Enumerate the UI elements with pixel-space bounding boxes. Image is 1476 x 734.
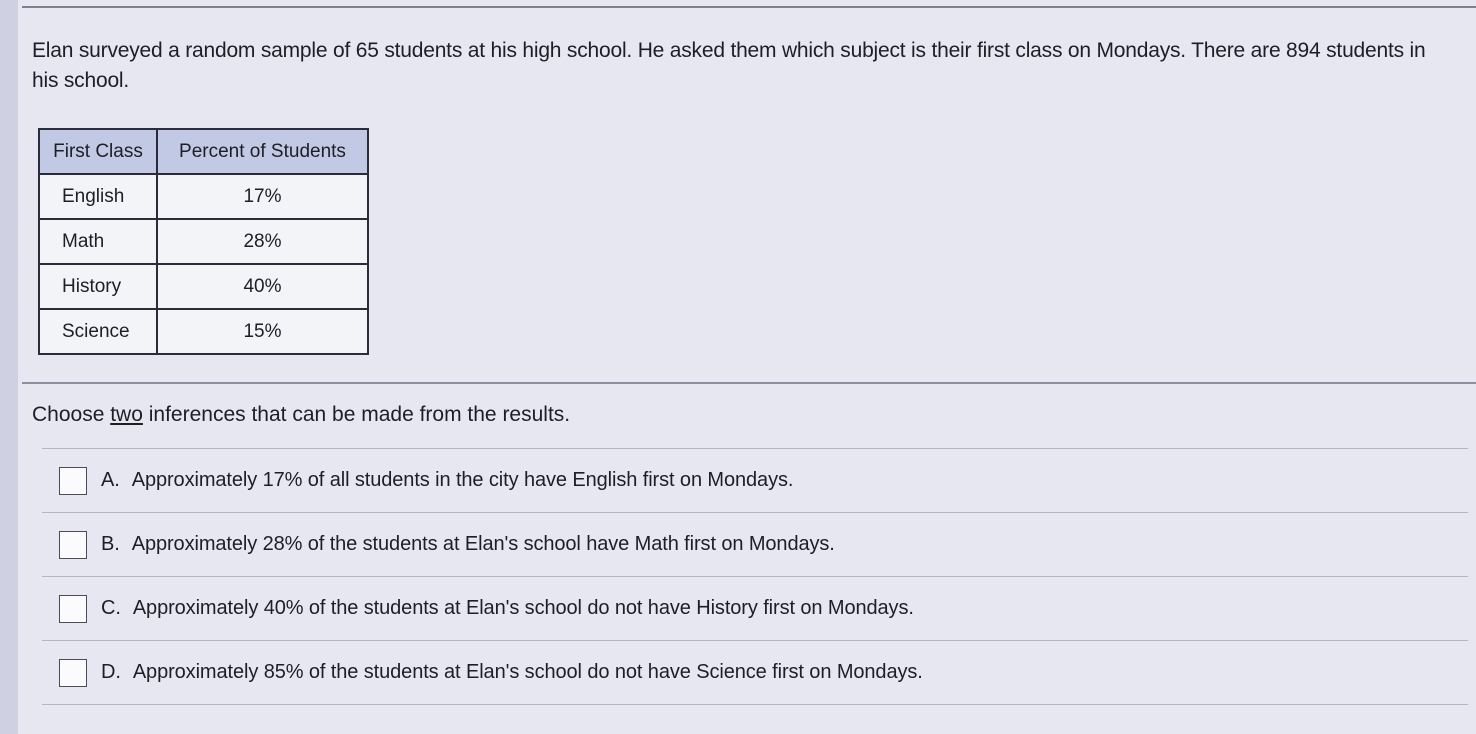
header-first-class: First Class bbox=[39, 129, 157, 174]
option-d-label bbox=[101, 661, 923, 684]
percent-cell: 17% bbox=[157, 174, 368, 219]
prompt-start: Choose bbox=[32, 403, 111, 426]
prompt-end: inferences that can be made from the results. bbox=[142, 403, 571, 426]
option-a-checkbox[interactable] bbox=[59, 467, 87, 495]
table-row bbox=[39, 309, 368, 354]
table-row bbox=[39, 264, 368, 309]
left-margin-band bbox=[0, 0, 18, 734]
table-row bbox=[39, 219, 368, 264]
option-d-checkbox[interactable] bbox=[59, 659, 87, 687]
subject-cell: English bbox=[39, 174, 157, 219]
option-b-checkbox[interactable] bbox=[59, 531, 87, 559]
option-b[interactable] bbox=[42, 512, 1468, 576]
table-row bbox=[39, 174, 368, 219]
header-percent: Percent of Students bbox=[157, 129, 368, 174]
option-c-label bbox=[101, 597, 914, 620]
table-header-row bbox=[39, 129, 368, 174]
option-text: Approximately 17% of all students in the city have English first on Mondays. bbox=[131, 469, 794, 491]
option-d[interactable] bbox=[42, 640, 1468, 705]
subject-cell: Math bbox=[39, 219, 157, 264]
answer-options bbox=[42, 448, 1468, 705]
percent-cell: 15% bbox=[157, 309, 368, 354]
section-divider bbox=[22, 382, 1476, 384]
option-a-label bbox=[101, 469, 793, 492]
option-b-label bbox=[101, 533, 835, 556]
option-letter: A. bbox=[101, 469, 120, 491]
instruction-prompt bbox=[32, 401, 570, 429]
survey-table bbox=[38, 128, 369, 355]
option-a[interactable] bbox=[42, 448, 1468, 512]
option-text: Approximately 85% of the students at Elan's school do not have Science first on Mondays. bbox=[132, 661, 923, 683]
option-c[interactable] bbox=[42, 576, 1468, 640]
question-text: Elan surveyed a random sample of 65 students at his high school. He asked them which subject is their first class on Mondays. There are 894 students in his school. bbox=[32, 39, 1426, 92]
option-text: Approximately 28% of the students at Elan's school have Math first on Mondays. bbox=[131, 533, 835, 555]
option-letter: D. bbox=[101, 661, 121, 683]
option-c-checkbox[interactable] bbox=[59, 595, 87, 623]
option-letter: B. bbox=[101, 533, 120, 555]
subject-cell: Science bbox=[39, 309, 157, 354]
option-letter: C. bbox=[101, 597, 121, 619]
prompt-emphasis: two bbox=[110, 403, 143, 426]
option-text: Approximately 40% of the students at Elan's school do not have History first on Mondays. bbox=[132, 597, 914, 619]
top-divider bbox=[22, 6, 1476, 8]
percent-cell: 40% bbox=[157, 264, 368, 309]
percent-cell: 28% bbox=[157, 219, 368, 264]
subject-cell: History bbox=[39, 264, 157, 309]
